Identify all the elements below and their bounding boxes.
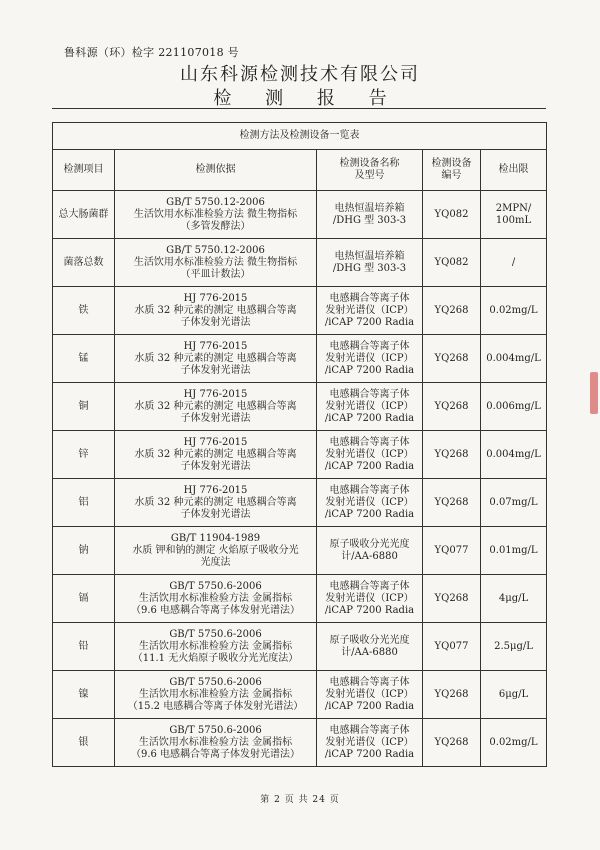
table-caption: 检测方法及检测设备一览表 — [53, 123, 547, 150]
cell-basis: HJ 776-2015 水质 32 种元素的测定 电感耦合等离 子体发射光谱法 — [115, 479, 317, 527]
cell-basis: GB/T 5750.6-2006 生活饮用水标准检验方法 金属指标 （15.2 电感耦合等离子体发射光谱法） — [115, 671, 317, 719]
cell-detection-limit: 0.07mg/L — [481, 479, 547, 527]
cell-detection-limit: 4μg/L — [481, 575, 547, 623]
cell-equipment: 电感耦合等离子体 发射光谱仪（ICP） /iCAP 7200 Radia — [317, 383, 423, 431]
cell-equipment-number: YQ077 — [423, 623, 481, 671]
cell-basis: GB/T 5750.6-2006 生活饮用水标准检验方法 金属指标 （9.6 电感耦合等离子体发射光谱法） — [115, 575, 317, 623]
cell-basis: HJ 776-2015 水质 32 种元素的测定 电感耦合等离 子体发射光谱法 — [115, 335, 317, 383]
cell-basis: HJ 776-2015 水质 32 种元素的测定 电感耦合等离 子体发射光谱法 — [115, 431, 317, 479]
cell-detection-limit: 0.02mg/L — [481, 719, 547, 767]
cell-equipment-number: YQ268 — [423, 479, 481, 527]
cell-equipment-number: YQ077 — [423, 527, 481, 575]
cell-basis: GB/T 11904-1989 水质 钾和钠的测定 火焰原子吸收分光 光度法 — [115, 527, 317, 575]
cell-detection-limit: 2.5μg/L — [481, 623, 547, 671]
cell-basis: GB/T 5750.12-2006 生活饮用水标准检验方法 微生物指标 （平皿计数法） — [115, 239, 317, 287]
column-header-equipment: 检测设备名称 及型号 — [317, 150, 423, 191]
cell-equipment: 电热恒温培养箱 /DHG 型 303-3 — [317, 191, 423, 239]
cell-equipment-number: YQ268 — [423, 431, 481, 479]
cell-item: 总大肠菌群 — [53, 191, 115, 239]
cell-item: 铅 — [53, 623, 115, 671]
table-row — [53, 479, 547, 527]
cell-equipment: 电感耦合等离子体 发射光谱仪（ICP） /iCAP 7200 Radia — [317, 575, 423, 623]
table-row — [53, 719, 547, 767]
methods-equipment-table — [52, 122, 547, 767]
cell-item: 铜 — [53, 383, 115, 431]
table-row — [53, 383, 547, 431]
table-row — [53, 431, 547, 479]
cell-equipment-number: YQ268 — [423, 287, 481, 335]
cell-equipment: 电感耦合等离子体 发射光谱仪（ICP） /iCAP 7200 Radia — [317, 719, 423, 767]
cell-item: 银 — [53, 719, 115, 767]
cell-equipment: 电感耦合等离子体 发射光谱仪（ICP） /iCAP 7200 Radia — [317, 287, 423, 335]
cell-detection-limit: 0.02mg/L — [481, 287, 547, 335]
cell-item: 菌落总数 — [53, 239, 115, 287]
table-header-row — [53, 150, 547, 191]
table-row — [53, 287, 547, 335]
cell-detection-limit: 0.01mg/L — [481, 527, 547, 575]
cell-equipment: 原子吸收分光光度 计/AA-6880 — [317, 527, 423, 575]
cell-detection-limit: 6μg/L — [481, 671, 547, 719]
cell-equipment-number: YQ268 — [423, 335, 481, 383]
cell-basis: GB/T 5750.6-2006 生活饮用水标准检验方法 金属指标 （9.6 电感耦合等离子体发射光谱法） — [115, 719, 317, 767]
cell-detection-limit: 2MPN/ 100mL — [481, 191, 547, 239]
cell-equipment: 电感耦合等离子体 发射光谱仪（ICP） /iCAP 7200 Radia — [317, 479, 423, 527]
cell-detection-limit: 0.004mg/L — [481, 431, 547, 479]
table-row — [53, 527, 547, 575]
column-header-number: 检测设备 编号 — [423, 150, 481, 191]
cell-equipment-number: YQ082 — [423, 239, 481, 287]
table-row — [53, 671, 547, 719]
cell-basis: HJ 776-2015 水质 32 种元素的测定 电感耦合等离 子体发射光谱法 — [115, 287, 317, 335]
page-number: 第 2 页 共 24 页 — [260, 795, 340, 805]
cell-item: 镉 — [53, 575, 115, 623]
cell-basis: GB/T 5750.12-2006 生活饮用水标准检验方法 微生物指标 （多管发酵法） — [115, 191, 317, 239]
seal-edge-mark — [590, 372, 598, 414]
cell-equipment: 原子吸收分光光度 计/AA-6880 — [317, 623, 423, 671]
cell-item: 铝 — [53, 479, 115, 527]
report-number: 鲁科源（环）检字 221107018 号 — [64, 46, 239, 59]
cell-item: 钠 — [53, 527, 115, 575]
cell-item: 锰 — [53, 335, 115, 383]
cell-equipment-number: YQ268 — [423, 575, 481, 623]
table-row — [53, 191, 547, 239]
cell-item: 镍 — [53, 671, 115, 719]
column-header-item: 检测项目 — [53, 150, 115, 191]
cell-equipment-number: YQ082 — [423, 191, 481, 239]
table-row — [53, 239, 547, 287]
cell-item: 锌 — [53, 431, 115, 479]
cell-equipment-number: YQ268 — [423, 719, 481, 767]
company-name: 山东科源检测技术有限公司 — [180, 64, 420, 85]
cell-detection-limit: 0.006mg/L — [481, 383, 547, 431]
column-header-basis: 检测依据 — [115, 150, 317, 191]
cell-detection-limit: 0.004mg/L — [481, 335, 547, 383]
header-divider — [52, 108, 546, 109]
report-title: 检 测 报 告 — [213, 88, 401, 109]
cell-equipment: 电感耦合等离子体 发射光谱仪（ICP） /iCAP 7200 Radia — [317, 335, 423, 383]
cell-equipment: 电热恒温培养箱 /DHG 型 303-3 — [317, 239, 423, 287]
column-header-limit: 检出限 — [481, 150, 547, 191]
cell-equipment: 电感耦合等离子体 发射光谱仪（ICP） /iCAP 7200 Radia — [317, 671, 423, 719]
table-row — [53, 575, 547, 623]
table-row — [53, 623, 547, 671]
cell-detection-limit: / — [481, 239, 547, 287]
cell-equipment: 电感耦合等离子体 发射光谱仪（ICP） /iCAP 7200 Radia — [317, 431, 423, 479]
cell-equipment-number: YQ268 — [423, 383, 481, 431]
cell-basis: HJ 776-2015 水质 32 种元素的测定 电感耦合等离 子体发射光谱法 — [115, 383, 317, 431]
table-row — [53, 335, 547, 383]
cell-equipment-number: YQ268 — [423, 671, 481, 719]
cell-basis: GB/T 5750.6-2006 生活饮用水标准检验方法 金属指标 （11.1 无火焰原子吸收分光光度法） — [115, 623, 317, 671]
cell-item: 铁 — [53, 287, 115, 335]
